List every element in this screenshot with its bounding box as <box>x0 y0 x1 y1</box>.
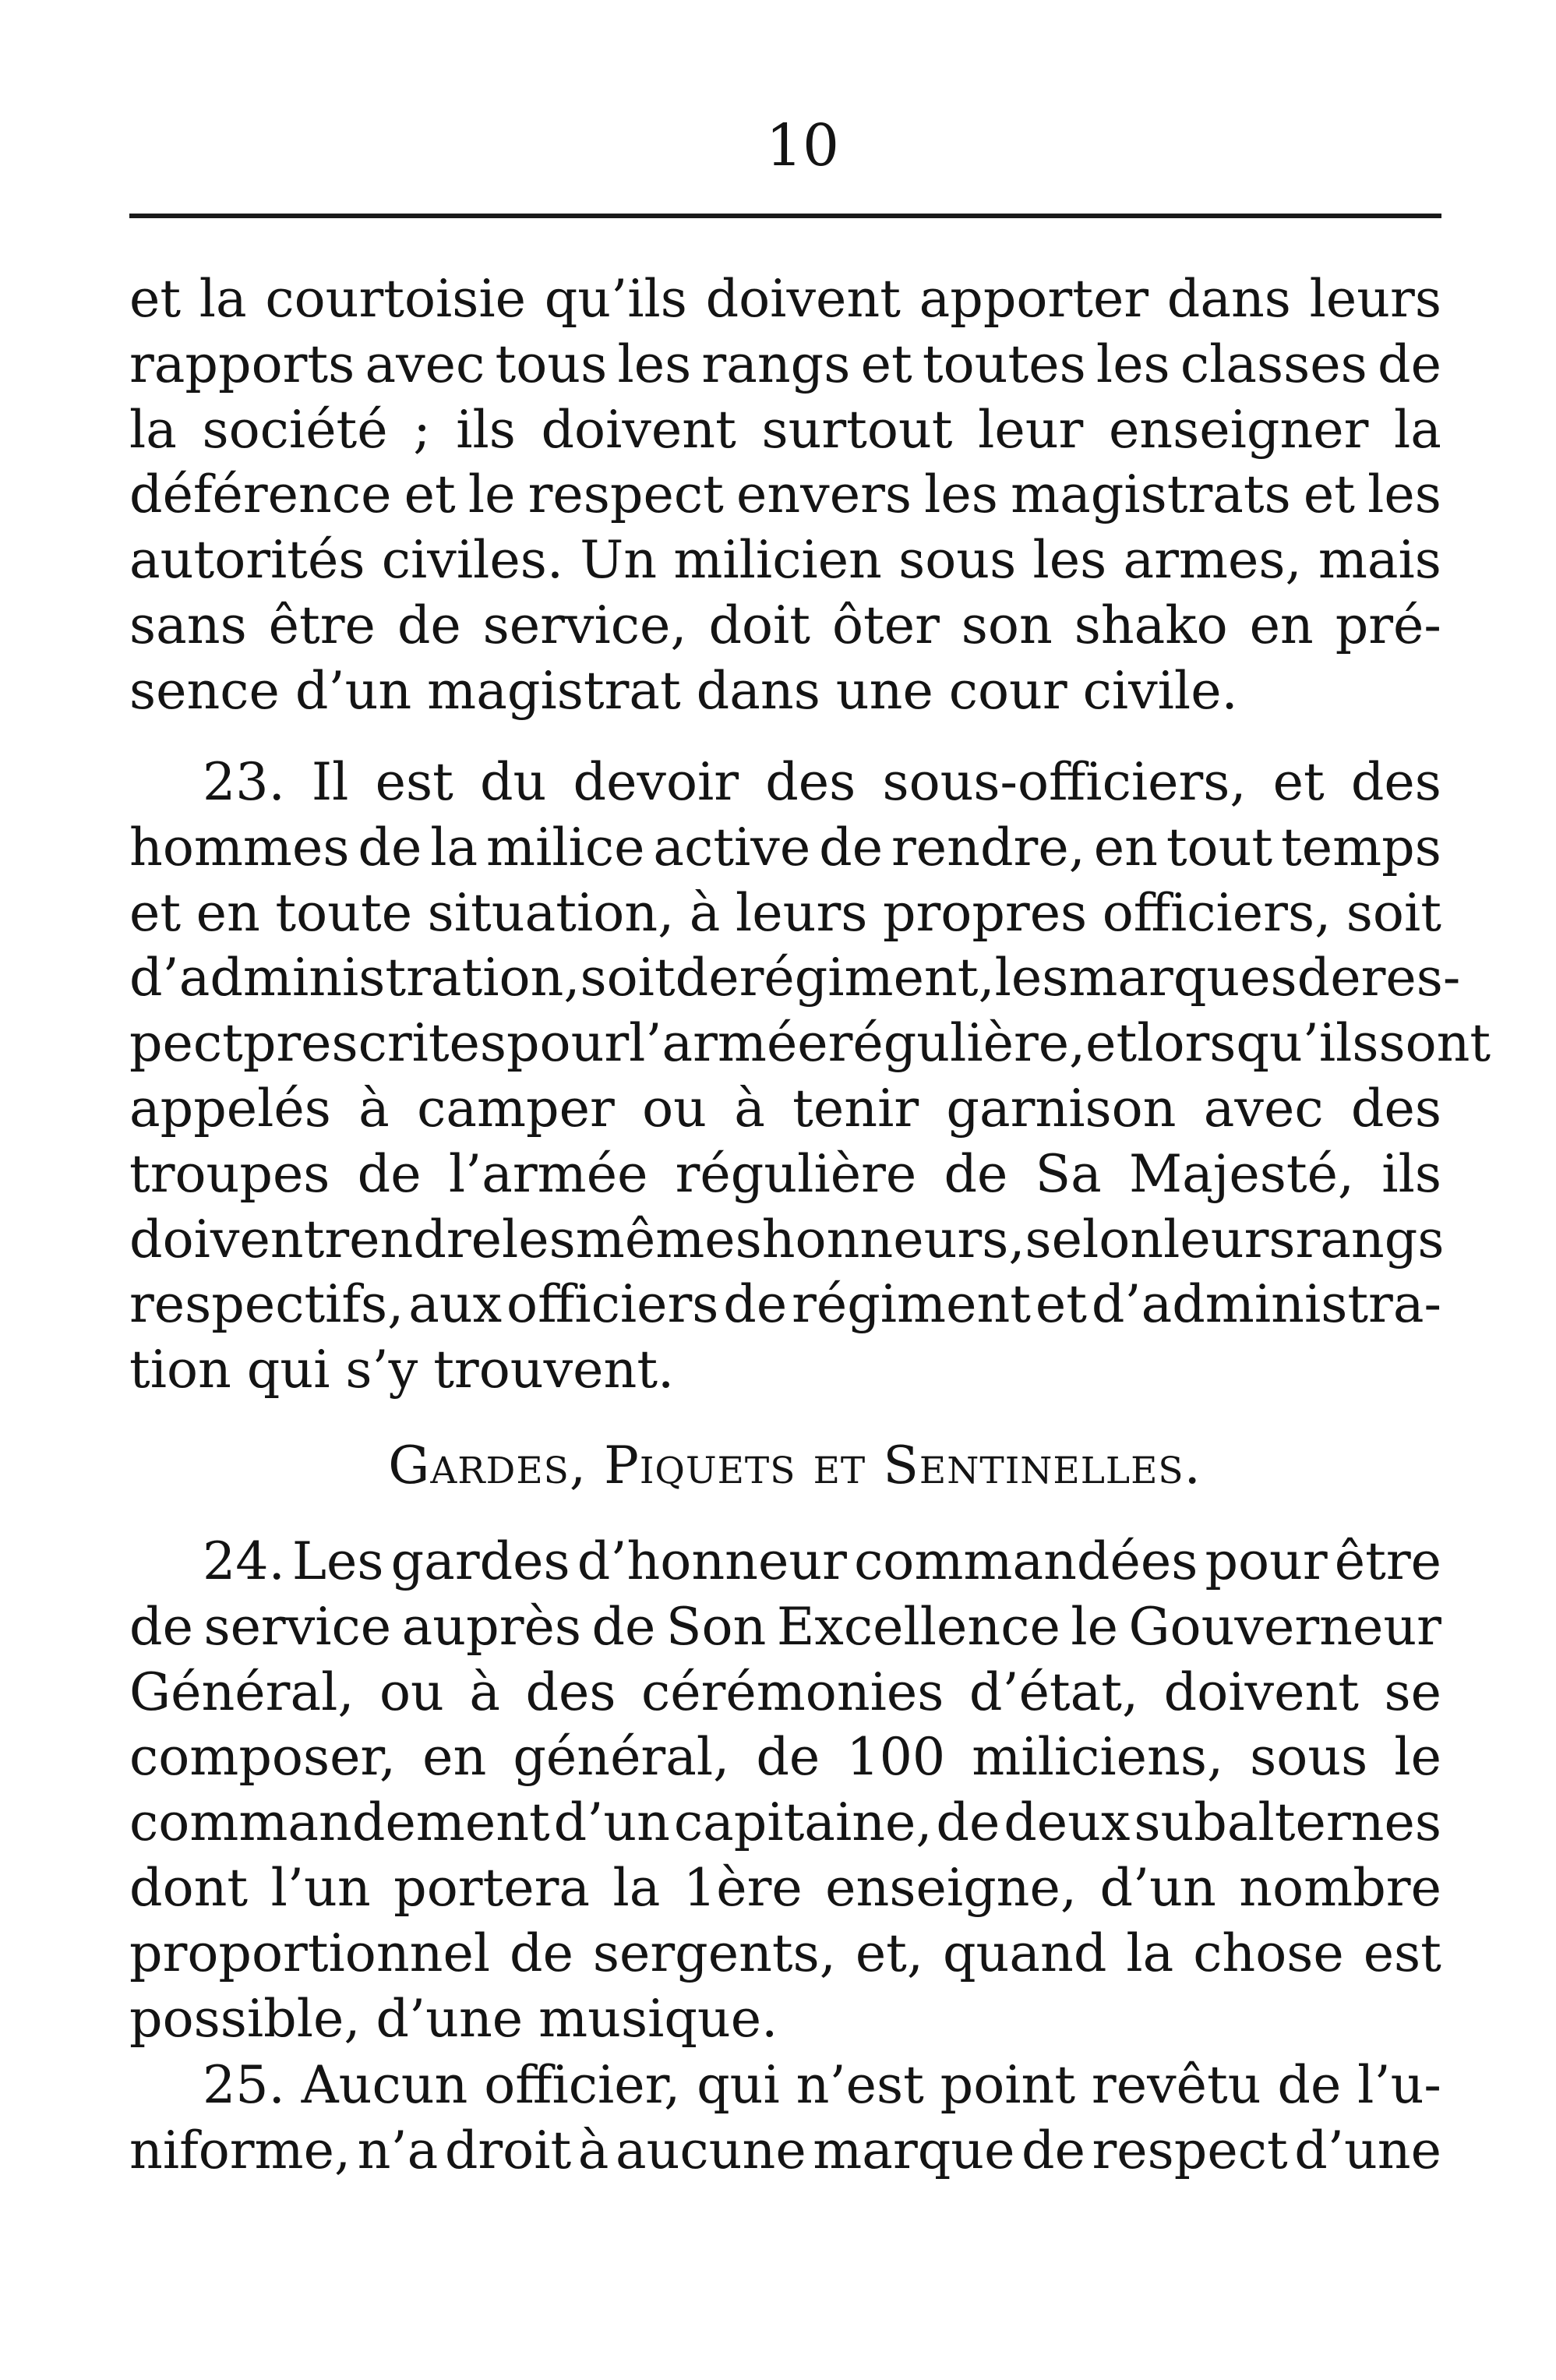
word: milice <box>486 816 645 877</box>
word: capitaine, <box>673 1792 933 1853</box>
word: magistrats <box>1011 464 1291 525</box>
word: être <box>1334 1531 1441 1591</box>
word: soit <box>580 947 676 1008</box>
text-line <box>129 2118 1441 2184</box>
word: la <box>430 816 478 877</box>
word: d’un <box>553 1792 670 1853</box>
word: la <box>1126 1922 1174 1983</box>
text-line <box>129 945 1461 1011</box>
word: soit <box>1346 881 1441 943</box>
text-line <box>129 1856 1441 1921</box>
word: et <box>1035 1273 1087 1335</box>
word: d’un <box>1099 1856 1216 1918</box>
word: aux <box>408 1273 503 1335</box>
text-line <box>129 659 1441 724</box>
word: 100 <box>846 1726 946 1788</box>
word: avec <box>365 333 485 394</box>
word: musique. <box>538 1987 778 2049</box>
word: Excellence <box>776 1595 1060 1657</box>
word: à <box>469 1661 500 1722</box>
word: n’est <box>796 2054 924 2115</box>
paragraph-25 <box>129 2053 1441 2184</box>
word: avec <box>1203 1077 1324 1139</box>
word: de <box>129 1595 193 1657</box>
word: doivent <box>705 268 901 329</box>
word: civiles. <box>381 529 563 591</box>
word: armes, <box>1123 529 1302 591</box>
word: mêmes <box>575 1208 762 1269</box>
word: chose <box>1193 1922 1344 1983</box>
word: de <box>1297 947 1361 1008</box>
word: les <box>994 947 1069 1008</box>
word: pour <box>506 1012 630 1074</box>
word: proportionnel <box>129 1922 491 1983</box>
word: marques <box>1068 947 1297 1008</box>
word: ils <box>1381 1142 1441 1204</box>
word: et <box>1085 1012 1138 1074</box>
word: enseigner <box>1108 398 1369 460</box>
word: d’administra- <box>1091 1273 1441 1335</box>
word: la <box>612 1856 661 1918</box>
word: doit <box>708 594 811 655</box>
text-line <box>129 1142 1441 1207</box>
word: res- <box>1360 947 1461 1008</box>
word: de <box>675 947 739 1008</box>
word: dans <box>1166 268 1291 329</box>
word: rendre, <box>891 816 1085 877</box>
word: dans <box>696 659 820 721</box>
word: des <box>1350 751 1441 812</box>
word: lorsqu’ils <box>1137 1012 1379 1074</box>
word: de <box>819 816 884 877</box>
word: doivent <box>129 1208 325 1269</box>
word: de <box>756 1726 820 1788</box>
word: l’armée <box>448 1142 648 1204</box>
word: qui <box>697 2054 780 2115</box>
word: sergents, <box>592 1922 836 1983</box>
word: de <box>936 1792 1000 1853</box>
word: qu’ils <box>544 268 687 329</box>
word: de <box>357 1142 422 1204</box>
word: les <box>617 333 692 394</box>
word: appelés <box>129 1077 331 1139</box>
word: et <box>129 881 182 943</box>
word: l’u- <box>1357 2054 1441 2115</box>
word: marque <box>813 2119 1015 2180</box>
word: la <box>199 268 247 329</box>
word: doivent <box>1163 1661 1359 1722</box>
word: pect <box>129 1012 243 1074</box>
word: tout <box>1166 816 1273 877</box>
text-line <box>129 397 1441 463</box>
word: les <box>1032 529 1107 591</box>
word: ou <box>642 1077 707 1139</box>
word: camper <box>417 1077 615 1139</box>
word: l’armée <box>629 1012 828 1074</box>
word: de <box>358 816 422 877</box>
word: et, <box>855 1922 924 1983</box>
word: possible, <box>129 1987 361 2049</box>
word: toute <box>275 881 413 943</box>
word: tion <box>129 1339 231 1400</box>
word: du <box>479 751 547 812</box>
word: droit <box>444 2119 572 2180</box>
word: hommes <box>129 816 350 877</box>
text-line <box>129 528 1441 593</box>
word: Aucun <box>301 2054 468 2115</box>
text-line <box>129 267 1441 332</box>
word: d’un <box>295 659 412 721</box>
word: leur <box>978 398 1084 460</box>
section-heading: Gardes, Piquets et Sentinelles. <box>388 1435 1201 1495</box>
text-line <box>129 1076 1441 1142</box>
word: 1ère <box>683 1856 803 1918</box>
word: Gouverneur <box>1128 1595 1441 1657</box>
text-line <box>129 593 1441 659</box>
word: mais <box>1318 529 1441 591</box>
word: autorités <box>129 529 365 591</box>
word: deux <box>1004 1792 1131 1853</box>
word: revêtu <box>1091 2054 1261 2115</box>
word: Majesté, <box>1129 1142 1355 1204</box>
word: ou <box>379 1661 444 1722</box>
word: d’administration, <box>129 947 580 1008</box>
text-line <box>129 1790 1441 1856</box>
word: sous-officiers, <box>882 751 1247 812</box>
word: pour <box>1205 1531 1328 1591</box>
word: de <box>1277 2054 1342 2115</box>
word: active <box>653 816 811 877</box>
word: est <box>375 751 453 812</box>
word: leurs <box>1309 268 1441 329</box>
word: la <box>129 398 177 460</box>
text-line <box>129 1921 1441 1986</box>
text-line <box>129 462 1441 528</box>
word: sous <box>898 529 1017 591</box>
word: respect <box>527 464 724 525</box>
word: de <box>510 1922 573 1983</box>
word: rangs <box>701 333 851 394</box>
word: les <box>924 464 998 525</box>
word: des <box>1350 1077 1441 1139</box>
word: envers <box>736 464 912 525</box>
word: d’état, <box>969 1661 1139 1722</box>
word: service, <box>482 594 687 655</box>
word: de <box>591 1595 656 1657</box>
text-line <box>129 1594 1441 1660</box>
word: n’a <box>357 2119 439 2180</box>
text-line <box>129 1660 1441 1725</box>
word: sence <box>129 659 280 721</box>
text-line <box>129 2053 1441 2118</box>
word: de <box>723 1273 788 1335</box>
word: subalternes <box>1134 1792 1441 1853</box>
word: trouvent. <box>433 1339 675 1400</box>
word: le <box>1071 1595 1118 1657</box>
text-line <box>129 1529 1441 1594</box>
word: des <box>525 1661 616 1722</box>
word: prescrites <box>242 1012 506 1074</box>
word: classes <box>1180 333 1367 394</box>
word: Général, <box>129 1661 355 1722</box>
text-line <box>129 815 1441 881</box>
word: milicien <box>673 529 882 591</box>
word: situation, <box>427 881 675 943</box>
word: la <box>1394 398 1441 460</box>
text-line <box>129 1337 1441 1403</box>
word: ôter <box>831 594 940 655</box>
header-rule <box>129 214 1441 218</box>
word: régiment <box>792 1273 1032 1335</box>
word: propres <box>882 881 1088 943</box>
page-number: 10 <box>765 112 840 179</box>
word: ils <box>456 398 516 460</box>
word: officiers <box>506 1273 719 1335</box>
word: des <box>765 751 856 812</box>
word: aucune <box>615 2119 806 2180</box>
text-line <box>129 332 1441 397</box>
text-line <box>129 881 1441 946</box>
word: général, <box>513 1726 730 1788</box>
word: d’honneur <box>577 1531 847 1591</box>
word: Un <box>580 529 658 591</box>
word: nombre <box>1239 1856 1441 1918</box>
word: d’une <box>376 1987 524 2049</box>
word: les <box>502 1208 576 1269</box>
word: à <box>734 1077 765 1139</box>
word: tenir <box>792 1077 919 1139</box>
word: niforme, <box>129 2119 351 2180</box>
word: troupes <box>129 1142 330 1204</box>
word: régulière, <box>827 1012 1086 1074</box>
word: civile. <box>1082 659 1238 721</box>
word: gardes <box>390 1531 570 1591</box>
word: son <box>961 594 1053 655</box>
word: portera <box>393 1856 591 1918</box>
word: surtout <box>761 398 953 460</box>
word: le <box>1394 1726 1441 1788</box>
word: régulière <box>675 1142 917 1204</box>
word: de <box>1021 2119 1085 2180</box>
word: rendre <box>324 1208 503 1269</box>
word: sans <box>129 594 247 655</box>
word: être <box>268 594 376 655</box>
word: une <box>835 659 933 721</box>
continuation-paragraph <box>129 267 1441 724</box>
word: se <box>1384 1661 1441 1722</box>
word: d’une <box>1294 2119 1441 2180</box>
word: toutes <box>922 333 1086 394</box>
word: et <box>860 333 912 394</box>
word: commandement <box>129 1792 550 1853</box>
word: shako <box>1074 594 1228 655</box>
text-line <box>129 1207 1445 1273</box>
word: qui <box>246 1339 330 1400</box>
word: point <box>940 2054 1076 2115</box>
word: selon <box>1025 1208 1164 1269</box>
word: cour <box>948 659 1067 721</box>
word: pré- <box>1335 594 1441 655</box>
word: les <box>1096 333 1170 394</box>
word: et <box>404 464 456 525</box>
word: Sa <box>1035 1142 1102 1204</box>
word: magistrat <box>427 659 681 721</box>
word: tous <box>495 333 608 394</box>
word: honneurs, <box>761 1208 1025 1269</box>
paragraph-24 <box>129 1529 1441 2051</box>
word: miliciens, <box>972 1726 1224 1788</box>
word: rangs <box>1295 1208 1445 1269</box>
word: déférence <box>129 464 392 525</box>
word: en <box>1093 816 1158 877</box>
word: société <box>202 398 388 460</box>
word: Il <box>311 751 349 812</box>
word: l’un <box>270 1856 371 1918</box>
word: leurs <box>1163 1208 1296 1269</box>
word: doivent <box>541 398 736 460</box>
word: commandées <box>854 1531 1198 1591</box>
word: à <box>577 2119 609 2180</box>
word: et <box>1272 751 1325 812</box>
word: les <box>1367 464 1441 525</box>
word: leurs <box>736 881 868 943</box>
text-line <box>129 1986 1441 2052</box>
word: Les <box>291 1531 384 1591</box>
paragraph-23 <box>129 750 1491 1403</box>
word: à <box>358 1077 390 1139</box>
word: 23. <box>203 751 285 812</box>
word: de <box>1378 333 1441 394</box>
word: temps <box>1281 816 1441 877</box>
word: quand <box>942 1922 1107 1983</box>
word: sous <box>1250 1726 1368 1788</box>
word: respect <box>1092 2119 1288 2180</box>
word: et <box>1303 464 1355 525</box>
word: en <box>196 881 260 943</box>
word: et <box>129 268 182 329</box>
word: apporter <box>919 268 1149 329</box>
word: respectifs, <box>129 1273 404 1335</box>
word: enseigne, <box>825 1856 1077 1918</box>
word: régiment, <box>739 947 995 1008</box>
word: auprès <box>401 1595 581 1657</box>
word: ; <box>413 398 431 460</box>
word: Son <box>665 1595 767 1657</box>
word: rapports <box>129 333 355 394</box>
word: devoir <box>573 751 739 812</box>
word: 24. <box>203 1531 285 1591</box>
word: cérémonies <box>640 1661 944 1722</box>
word: en <box>422 1726 487 1788</box>
word: courtoisie <box>265 268 527 329</box>
word: est <box>1363 1922 1441 1983</box>
word: 25. <box>203 2054 285 2115</box>
text-line <box>129 1011 1491 1076</box>
text-line <box>129 750 1441 815</box>
text-line <box>129 1272 1441 1337</box>
word: le <box>468 464 516 525</box>
word: officier, <box>484 2054 681 2115</box>
word: officiers, <box>1102 881 1332 943</box>
word: composer, <box>129 1726 397 1788</box>
word: s’y <box>345 1339 418 1400</box>
word: de <box>397 594 461 655</box>
word: en <box>1249 594 1314 655</box>
word: sont <box>1378 1012 1491 1074</box>
word: service <box>203 1595 392 1657</box>
word: dont <box>129 1856 249 1918</box>
word: garnison <box>946 1077 1177 1139</box>
word: à <box>689 881 721 943</box>
word: de <box>944 1142 1008 1204</box>
text-line <box>129 1725 1441 1790</box>
